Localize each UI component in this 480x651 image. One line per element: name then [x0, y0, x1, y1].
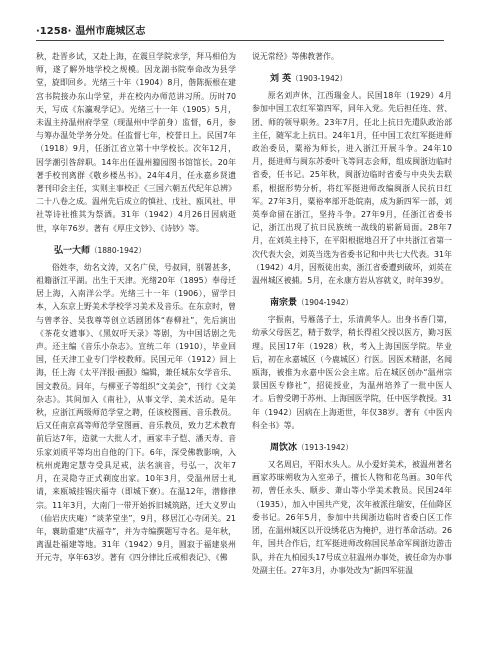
right-column [252, 50, 452, 640]
entry-years: （1913-1942） [297, 443, 353, 453]
entry-years: （1903-1942） [291, 74, 348, 84]
entry-paragraph: 又名周启，平阳水头人。从小爱好美术，被温州著名画家苏昧朔收为入室弟子，擅长人物和花鸟画。30年代初，曾任永头、顺步、萧山等小学美术教员。民国24年（1935），加入中国共产党，次年被派往瑞安，任仙降区委书记。26年5月，参加中共闽浙边临时省委白区工作团，在温州城区以开设绣花店为掩护，进行革命活动。26年，国共合作后，红军挺进师改称国民革命军闽浙边游击队，并在九柏园头17号成立驻温州办事处，被任命为办事处副主任。27年3月，办事处改为“新四军驻温 [252, 460, 452, 575]
entry-years: （1904-1942） [297, 298, 353, 308]
entry-heading-liuying [252, 72, 452, 86]
page-number: ·1258· [36, 26, 72, 37]
running-header [36, 22, 444, 41]
continuation-paragraph: 说无常经》等佛教著作。 [252, 52, 339, 61]
entry-name: 刘 英 [270, 74, 292, 85]
entry-heading-nanzongjing [252, 296, 452, 310]
entry-name: 南宗景 [270, 298, 298, 309]
left-column [36, 50, 236, 640]
entry-years: （1880-1942） [90, 245, 146, 255]
entry-heading-zhouyinbing [252, 441, 452, 455]
entry-paragraph: 原名刘声休，江西瑞金人。民国18年（1929）4月参加中国工农红军第四军，同年入党。先后担任连、营、团、师的领导职务。23年7月，任北上抗日先遣队政治部主任，随军北上抗日。24年1月，任中国工农红军挺进师政治委员，粟裕为师长，进入浙江开展斗争。24年10月，挺进师与闽东苏委叶飞等同志会师，组成闽浙边临时省委，任书记。25年秋，闽浙边临时省委与中央失去联系，根据形势分析，将红军挺进师改编闽浙人民抗日红军。27年3月，粟裕率部开赴皖南，成为新四军一部，刘英奉命留在浙江，坚持斗争。27年9月，任浙江省委书记，浙江出现了抗日民族统一战线的崭新局面。28年7月，在刘英主持下，在平阳根据地召开了中共浙江省第一次代表大会，刘英当选为省委书记和中共七大代表。31年（1942）4月，因叛徒出卖，浙江省委遭到破坏，刘英在温州城区被捕。5月，在永康方岩从容就义，时年39岁。 [252, 91, 452, 286]
entry-paragraph: 字振南，号雁荡子士，乐清黄华人。出身书香门第，幼承父母医艺，精于数学，稍长得祖父授以医方，勤习医理。民国17年（1928）秋，考入上海国医学院。毕业后，初在永嘉城区（今鹿城区）行医。因医术精湛，名闻瓯海，被推为永嘉中医公会主席。后在城区创办“温州宗景国医专修社”，招徒授业，为温州培养了一批中医人才。后曾受聘于苏州、上海国医学院，任中医学教授。31年（1942）因病在上海逝世，年仅38岁。著有《中医内科全书》等。 [252, 315, 452, 430]
entry-heading-hongyi [36, 244, 236, 258]
entry-paragraph: 俗姓李，幼名文涛，又名广侯，号叔同，别署甚多，祖籍浙江平湖。出生于天津。光绪20年（1895）奉母迁居上海，入南洋公学。光绪三十一年（1906），留学日本，入东京上野美术学校学习美术及音乐。在东京时，曾与曾孝谷、吴我尊等创立话剧团体“春柳社”，先后演出《茶花女遗事》、《黑奴吁天录》等剧，为中国话剧之先声。还主编《音乐小杂志》。宣统二年（1910），毕业回国，任天津工业专门学校教师。民国元年（1912）回上海，任上海《太平洋报·画报》编辑，兼任城东女学音乐、国文教员。同年，与柳亚子等组织“文美会”，刊行《文美杂志》。其间加入《南社》，从事文学、美术活动。是年秋，应浙江两级师范学堂之聘，任该校图画、音乐教员。后又任南京高等师范学堂图画、音乐教员，致力艺术教育前后达7年，造就一大批人才，画家丰子恺、潘天寿、音乐家刘质平等均出自他的门下。6年，深受佛教影响，入杭州虎跑定慧寺受具足戒，法名演音，号弘一，次年7月，在灵隐寺正式剃度出家。10年3月，受温州居士礼请，来瓯城挂锡庆福寺（即城下寮）。在温12年，潜修律宗。11年3月，大南门一带开始拆旧城筑路，迁大义罗山（仙岩庆庆庵）“谈茅堂坐”，9月，移居江心寺闭关。21年，襄助重建“庆福寺”，并为寺编撰题写寺名。是年秋，离温赴福建等地。31年（1942）9月，圆寂于福建泉州开元寺，享年63岁。著有《四分律比丘戒相表记》、《佛 [36, 262, 236, 563]
intro-paragraph: 秋，赴晋乡试，又赴上海，在震旦学院求学，拜马相伯为师，遂了解外地学校之规模。因龙湖书院奉命改为县学堂，旋即回乡。光绪三十年（1904）8月，偕陈振根在建宫书院接办东山学堂，并在校内办师范讲习所。历时70天，写成《东瀛观学记》。光绪三十一年（1905）5月，未温主持温州府学堂（现温州中学前身）监督，6月，参与筹办温处学务分处。任监督七年，校誉日上。民国7年（1918）9月，任浙江省立第十中学校长。次年12月，因学潮引咎辞职。14年出任温州籀园图书馆馆长。20年著手校刊离群《敬乡楼丛书》。24年4月，任永嘉乡贤遗著刊印会主任，实则主事校正《三国六朝五代纪年总辨》二十八卷之成。温州先后成立的慎社、戊社、瓯风社、甲社等诗社推其为祭酒。31年（1942）4月26日因病逝世，享年76岁。著有《厚庄文钞》、《诗钞》等。 [36, 52, 236, 233]
book-title: 温州市鹿城区志 [75, 26, 146, 37]
entry-name: 弘一大师 [54, 245, 91, 256]
entry-name: 周饮冰 [270, 443, 298, 454]
